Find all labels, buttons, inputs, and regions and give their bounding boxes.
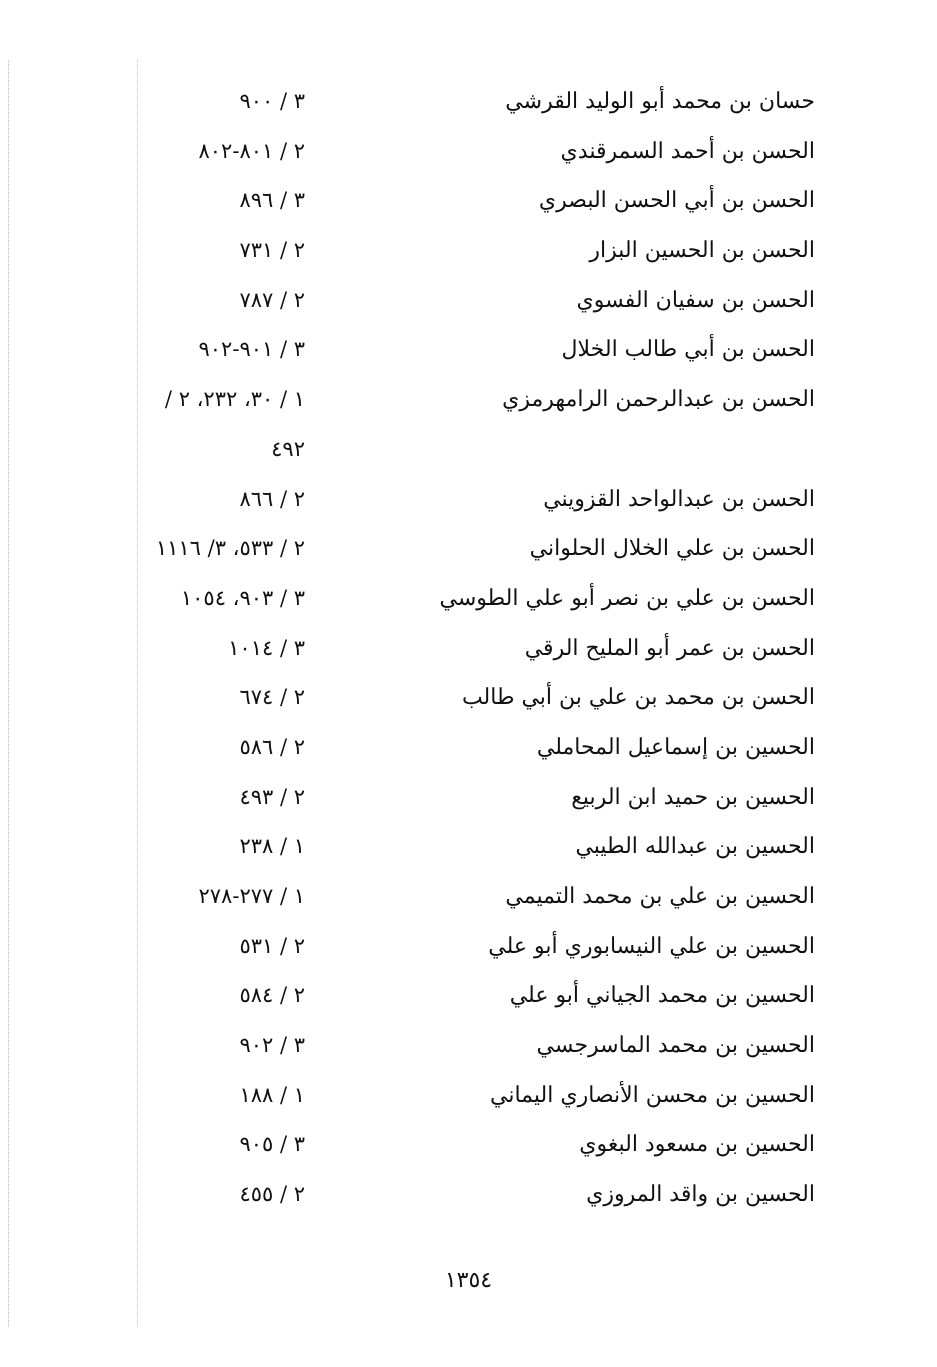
entry-reference: ١ / ٣٠، ٢٣٢، ٢ / xyxy=(164,387,305,412)
entry-reference: ٢ / ٧٣١ xyxy=(239,238,305,263)
entry-reference: ٢ / ٥٣٣، ٣/ ١١١٦ xyxy=(155,536,305,561)
entry-reference: ١ / ٢٣٨ xyxy=(239,834,305,859)
entry-reference: ٢ / ٥٨٦ xyxy=(239,734,305,759)
index-entry-continuation xyxy=(0,431,937,481)
entry-name: حسان بن محمد أبو الوليد القرشي xyxy=(505,89,815,114)
index-entry xyxy=(0,1027,937,1077)
entry-reference: ٣ / ٩٠٠ xyxy=(239,89,305,113)
index-entry xyxy=(0,828,937,878)
index-entry xyxy=(0,232,937,282)
entry-reference: ٤٩٢ xyxy=(271,436,305,461)
entry-reference: ١ / ٢٧٧-٢٧٨ xyxy=(198,884,305,908)
index-entry xyxy=(0,878,937,928)
entry-name: الحسين بن حميد ابن الربيع xyxy=(571,784,815,810)
index-entry xyxy=(0,779,937,829)
entry-name: الحسين بن واقد المروزي xyxy=(586,1182,815,1208)
entry-reference: ٢ / ٧٨٧ xyxy=(239,287,305,312)
entry-name: الحسين بن مسعود البغوي xyxy=(579,1132,815,1158)
index-entry xyxy=(0,580,937,630)
entry-name: الحسين بن عبدالله الطيبي xyxy=(575,834,815,860)
entry-name: الحسن بن سفيان الفسوي xyxy=(576,287,815,313)
entry-name: الحسن بن أبي الحسن البصري xyxy=(538,188,815,214)
entry-reference: ٢ / ٦٧٤ xyxy=(239,685,305,710)
index-entry xyxy=(0,182,937,232)
index-entry xyxy=(0,331,937,381)
entry-reference: ٣ / ٨٩٦ xyxy=(239,188,305,213)
entry-name: الحسين بن محمد الماسرجسي xyxy=(536,1033,815,1059)
entry-reference: ٣ / ٩٠٢ xyxy=(239,1033,305,1058)
entry-name: الحسين بن علي بن محمد التميمي xyxy=(505,884,815,909)
index-entry xyxy=(0,83,937,133)
index-entry xyxy=(0,481,937,531)
index-entry xyxy=(0,1176,937,1226)
entry-name: الحسن بن أبي طالب الخلال xyxy=(561,337,815,363)
entry-name: الحسن بن الحسين البزار xyxy=(589,238,815,264)
index-entry xyxy=(0,977,937,1027)
page-number: ١٣٥٤ xyxy=(444,1268,493,1293)
entry-reference: ٢ / ٨٠١-٨٠٢ xyxy=(198,138,305,163)
index-entry xyxy=(0,381,937,431)
index-entry xyxy=(0,282,937,332)
entry-name: الحسن بن عمر أبو المليح الرقي xyxy=(524,635,815,661)
index-entry xyxy=(0,630,937,680)
index-entry xyxy=(0,530,937,580)
entry-name: الحسين بن محسن الأنصاري اليماني xyxy=(490,1082,815,1108)
entry-name: الحسن بن علي بن نصر أبو علي الطوسي xyxy=(439,585,815,611)
index-entry xyxy=(0,133,937,183)
entry-reference: ٢ / ٤٩٣ xyxy=(239,784,305,809)
entry-reference: ٢ / ٥٨٤ xyxy=(239,983,305,1008)
entry-reference: ١ / ١٨٨ xyxy=(239,1082,305,1107)
entry-reference: ٣ / ٩٠٣، ١٠٥٤ xyxy=(180,585,305,610)
entry-name: الحسن بن عبدالرحمن الرامهرمزي xyxy=(502,387,815,413)
entry-name: الحسن بن علي الخلال الحلواني xyxy=(529,536,815,562)
index-entry xyxy=(0,1077,937,1127)
index-entry xyxy=(0,729,937,779)
entry-name: الحسن بن عبدالواحد القزويني xyxy=(543,486,815,512)
index-entry xyxy=(0,1126,937,1176)
entry-reference: ٣ / ٩٠١-٩٠٢ xyxy=(198,337,305,362)
index-entry xyxy=(0,679,937,729)
index-entries xyxy=(0,83,937,1226)
entry-name: الحسين بن علي النيسابوري أبو علي xyxy=(488,933,815,959)
entry-reference: ٢ / ٨٦٦ xyxy=(239,486,305,511)
entry-name: الحسن بن أحمد السمرقندي xyxy=(560,138,815,164)
entry-name: الحسين بن إسماعيل المحاملي xyxy=(536,734,815,760)
index-entry xyxy=(0,928,937,978)
entry-reference: ٢ / ٥٣١ xyxy=(239,933,305,958)
entry-reference: ٣ / ١٠١٤ xyxy=(228,635,305,660)
entry-reference: ٣ / ٩٠٥ xyxy=(239,1132,305,1157)
entry-name: الحسن بن محمد بن علي بن أبي طالب xyxy=(461,685,815,711)
entry-reference: ٢ / ٤٥٥ xyxy=(239,1182,305,1207)
entry-name: الحسين بن محمد الجياني أبو علي xyxy=(509,983,815,1009)
